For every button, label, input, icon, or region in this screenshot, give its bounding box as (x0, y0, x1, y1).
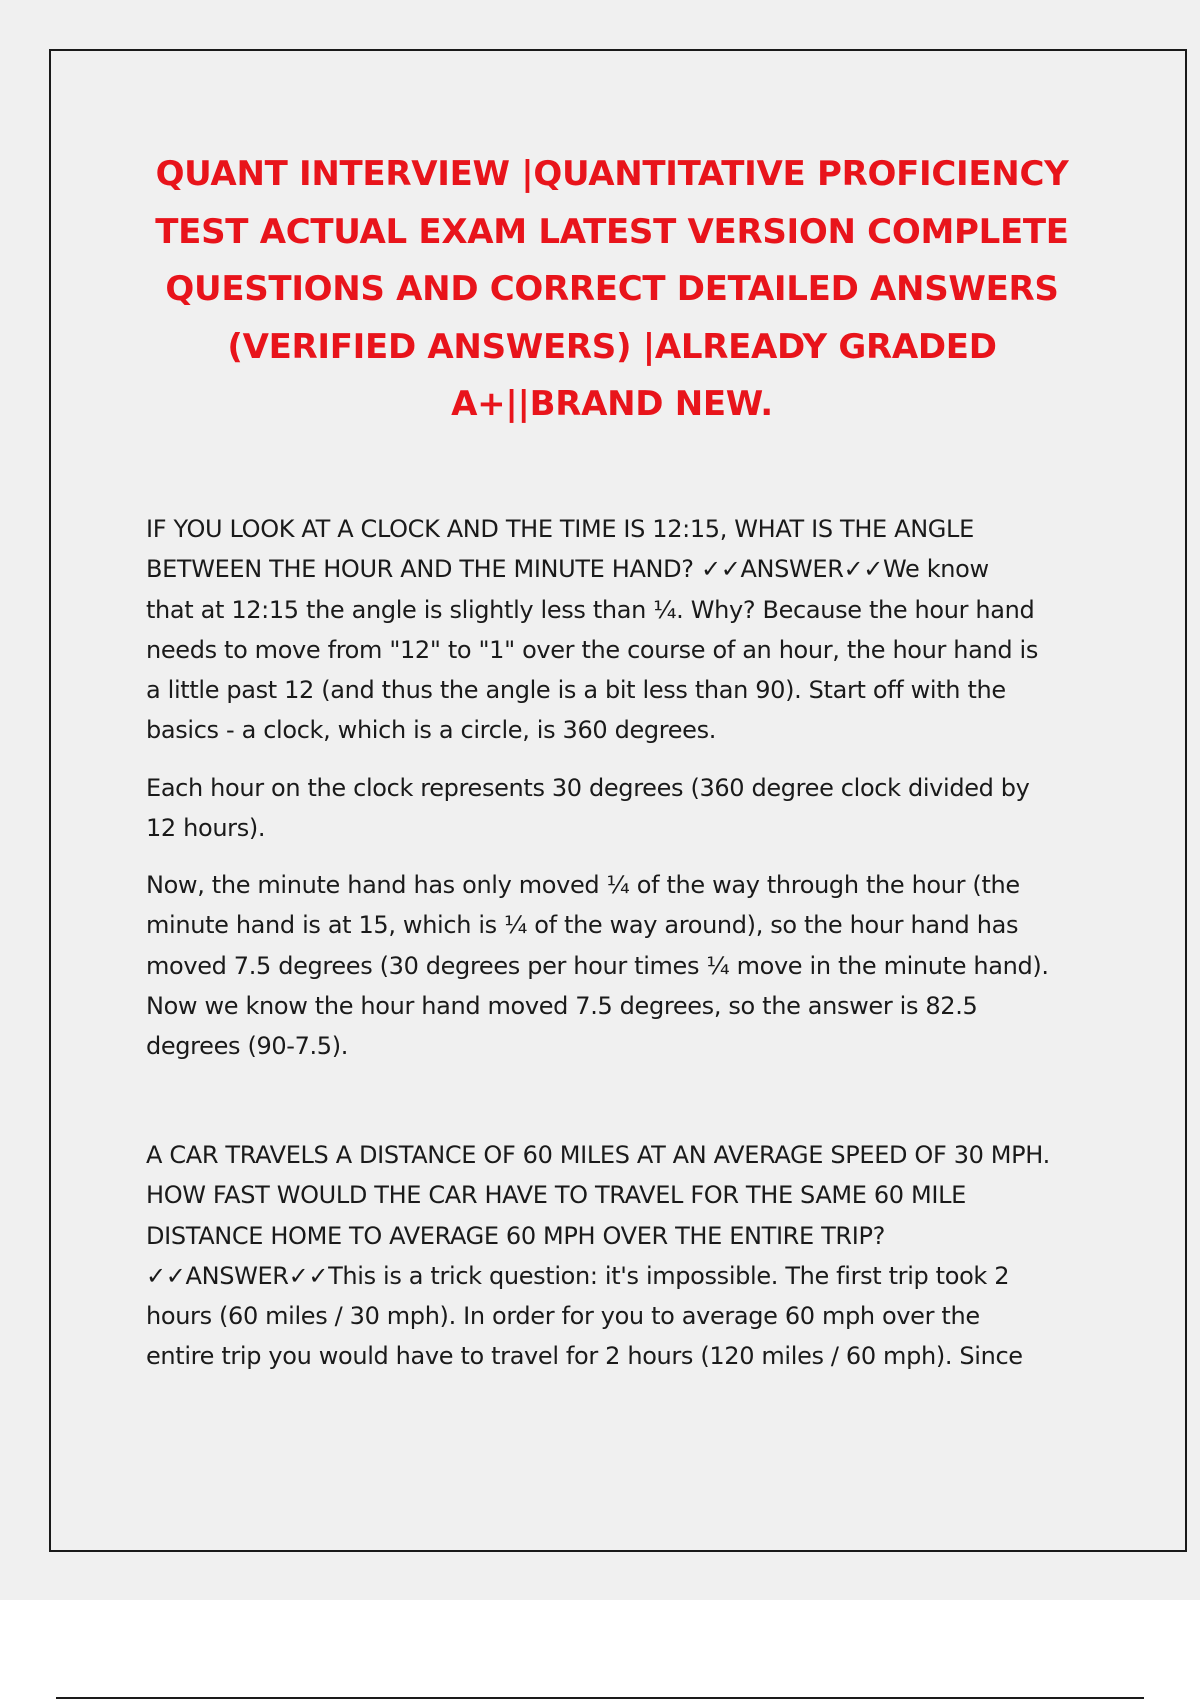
answer-paragraph (146, 768, 1096, 849)
text-line: entire trip you would have to travel for 2 hours (120 miles / 60 mph). Since (146, 1342, 1023, 1371)
title-line: QUESTIONS AND CORRECT DETAILED ANSWERS (165, 269, 1059, 309)
text-line: IF YOU LOOK AT A CLOCK AND THE TIME IS 12:15, WHAT IS THE ANGLE (146, 515, 974, 543)
title-line: A+||BRAND NEW. (451, 384, 773, 424)
title-line: TEST ACTUAL EXAM LATEST VERSION COMPLETE (155, 211, 1069, 252)
document-title (140, 146, 1084, 434)
question-car-speed (146, 1135, 1096, 1377)
text-line: degrees (90-7.5). (146, 1032, 349, 1061)
answer-paragraph (146, 865, 1096, 1066)
title-line: QUANT INTERVIEW |QUANTITATIVE PROFICIENCY (155, 154, 1069, 194)
question-answer-paragraph (146, 509, 1096, 751)
text-line: BETWEEN THE HOUR AND THE MINUTE HAND? ✓✓ANSWER✓✓We know (146, 555, 989, 584)
text-line: HOW FAST WOULD THE CAR HAVE TO TRAVEL FOR THE SAME 60 MILE (146, 1181, 966, 1210)
question-answer-paragraph (146, 1135, 1096, 1377)
text-line: moved 7.5 degrees (30 degrees per hour times ¼ move in the minute hand). (146, 951, 1049, 980)
text-line: DISTANCE HOME TO AVERAGE 60 MPH OVER THE ENTIRE TRIP? (146, 1221, 885, 1250)
page-break-divider (56, 1697, 1144, 1699)
text-line: A CAR TRAVELS A DISTANCE OF 60 MILES AT AN AVERAGE SPEED OF 30 MPH. (146, 1141, 1050, 1169)
answer-paragraph-minute-hand (146, 865, 1096, 1066)
title-line: (VERIFIED ANSWERS) |ALREADY GRADED (227, 326, 997, 367)
text-line: hours (60 miles / 30 mph). In order for you to average 60 mph over the (146, 1302, 980, 1331)
text-line: that at 12:15 the angle is slightly less than ¼. Why? Because the hour hand (146, 595, 1035, 624)
question-clock-angle (146, 509, 1096, 751)
text-line: minute hand is at 15, which is ¼ of the way around), so the hour hand has (146, 911, 1019, 940)
text-line: needs to move from "12" to "1" over the course of an hour, the hour hand is (146, 635, 1039, 664)
answer-paragraph-hour-degrees (146, 768, 1096, 849)
text-line: ✓✓ANSWER✓✓This is a trick question: it's impossible. The first trip took 2 (146, 1261, 1010, 1290)
text-line: Now, the minute hand has only moved ¼ of the way through the hour (the (146, 871, 1020, 899)
text-line: a little past 12 (and thus the angle is a bit less than 90). Start off with the (146, 676, 1006, 705)
text-line: Each hour on the clock represents 30 degrees (360 degree clock divided by (146, 774, 1030, 802)
text-line: 12 hours). (146, 814, 266, 843)
text-line: Now we know the hour hand moved 7.5 degrees, so the answer is 82.5 (146, 991, 978, 1020)
text-line: basics - a clock, which is a circle, is 360 degrees. (146, 716, 717, 745)
